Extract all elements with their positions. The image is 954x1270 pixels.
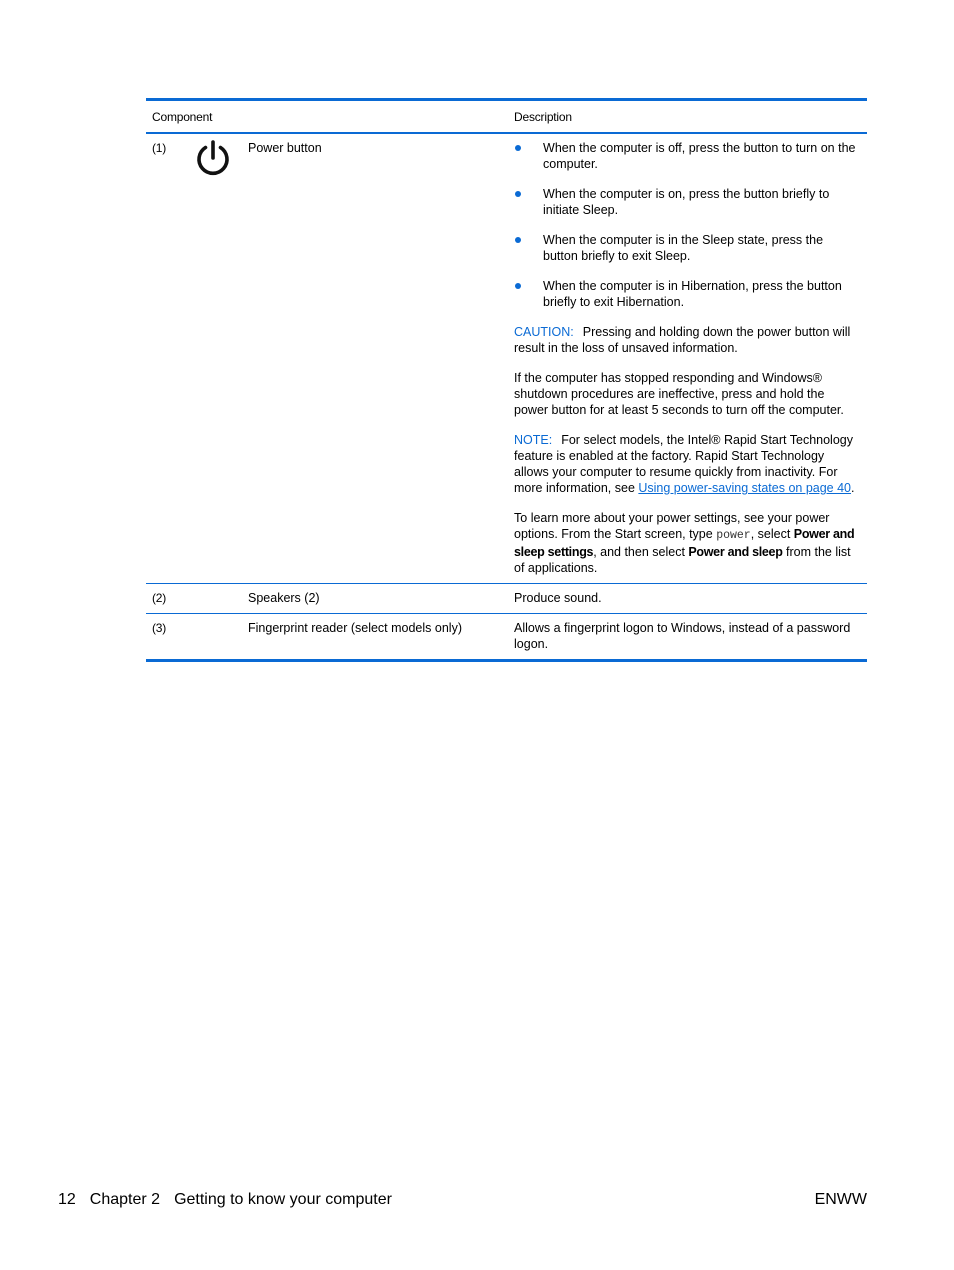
table-row-fingerprint-reader (146, 614, 867, 661)
caution-text: Pressing and holding down the power button will result in the loss of unsaved information. (514, 325, 851, 355)
caution-paragraph (514, 324, 861, 356)
power-and-sleep-settings-label: Power and sleep settings (514, 527, 855, 559)
list-item: When the computer is off, press the button to turn on the computer. (514, 140, 861, 172)
chapter-title: Getting to know your computer (174, 1191, 392, 1208)
header-component: Component (146, 100, 508, 134)
caution-label: CAUTION: (514, 325, 574, 339)
components-table-container (146, 98, 867, 662)
table-header-row (146, 100, 867, 134)
chapter-label: Chapter 2 (89, 1191, 161, 1208)
note-label: NOTE: (514, 433, 553, 447)
power-saving-states-link[interactable]: Using power-saving states on page 40 (638, 481, 852, 495)
row-component-name: Power button (242, 133, 508, 584)
power-button-bullet-list (514, 140, 861, 310)
list-item: When the computer is in the Sleep state, press the button briefly to exit Sleep. (514, 232, 861, 264)
row-number: (2) (146, 584, 190, 614)
page-footer-left (58, 1191, 406, 1209)
bullet-icon (515, 191, 521, 197)
table-row-power-button (146, 133, 867, 584)
list-item: When the computer is on, press the button briefly to initiate Sleep. (514, 186, 861, 218)
row-number: (3) (146, 614, 190, 661)
row-icon-cell (190, 133, 242, 584)
power-and-sleep-label: Power and sleep (688, 545, 783, 559)
bullet-icon (515, 237, 521, 243)
note-text: For select models, the Intel® Rapid Start Technology feature is enabled at the factory. Rapid Start Technology allows your computer to resume quickly from inactivity. For more information, see (514, 433, 853, 495)
power-icon (193, 138, 233, 178)
note-paragraph: NOTE: For select models, the Intel® Rapid Start Technology feature is enabled at the factory. Rapid Start Technology allows your computer to resume quickly from inactivity. For more information, see Using power-saving states on page 40. (514, 433, 855, 495)
header-description: Description (508, 100, 867, 134)
row-icon-cell (190, 614, 242, 661)
row-icon-cell (190, 584, 242, 614)
row-component-name: Fingerprint reader (select models only) (242, 614, 508, 661)
row-component-name: Speakers (2) (242, 584, 508, 614)
power-settings-paragraph: To learn more about your power settings, see your power options. From the Start screen, type power, select Power and sleep settings, and then select Power and sleep from the list of applications. (514, 511, 855, 575)
unresponsive-paragraph: If the computer has stopped responding and Windows® shutdown procedures are ineffective, press and hold the power button for at least 5 seconds to turn off the computer. (514, 371, 844, 417)
bullet-icon (515, 145, 521, 151)
bullet-icon (515, 283, 521, 289)
row-description (508, 133, 867, 584)
page-footer-right: ENWW (814, 1191, 867, 1208)
list-item: When the computer is in Hibernation, press the button briefly to exit Hibernation. (514, 278, 861, 310)
page-number: 12 (58, 1191, 76, 1208)
table-row-speakers (146, 584, 867, 614)
row-description: Produce sound. (508, 584, 867, 614)
components-table (146, 98, 867, 662)
row-description: Allows a fingerprint logon to Windows, instead of a password logon. (508, 614, 867, 661)
code-power: power (716, 529, 751, 542)
row-number: (1) (146, 133, 190, 584)
